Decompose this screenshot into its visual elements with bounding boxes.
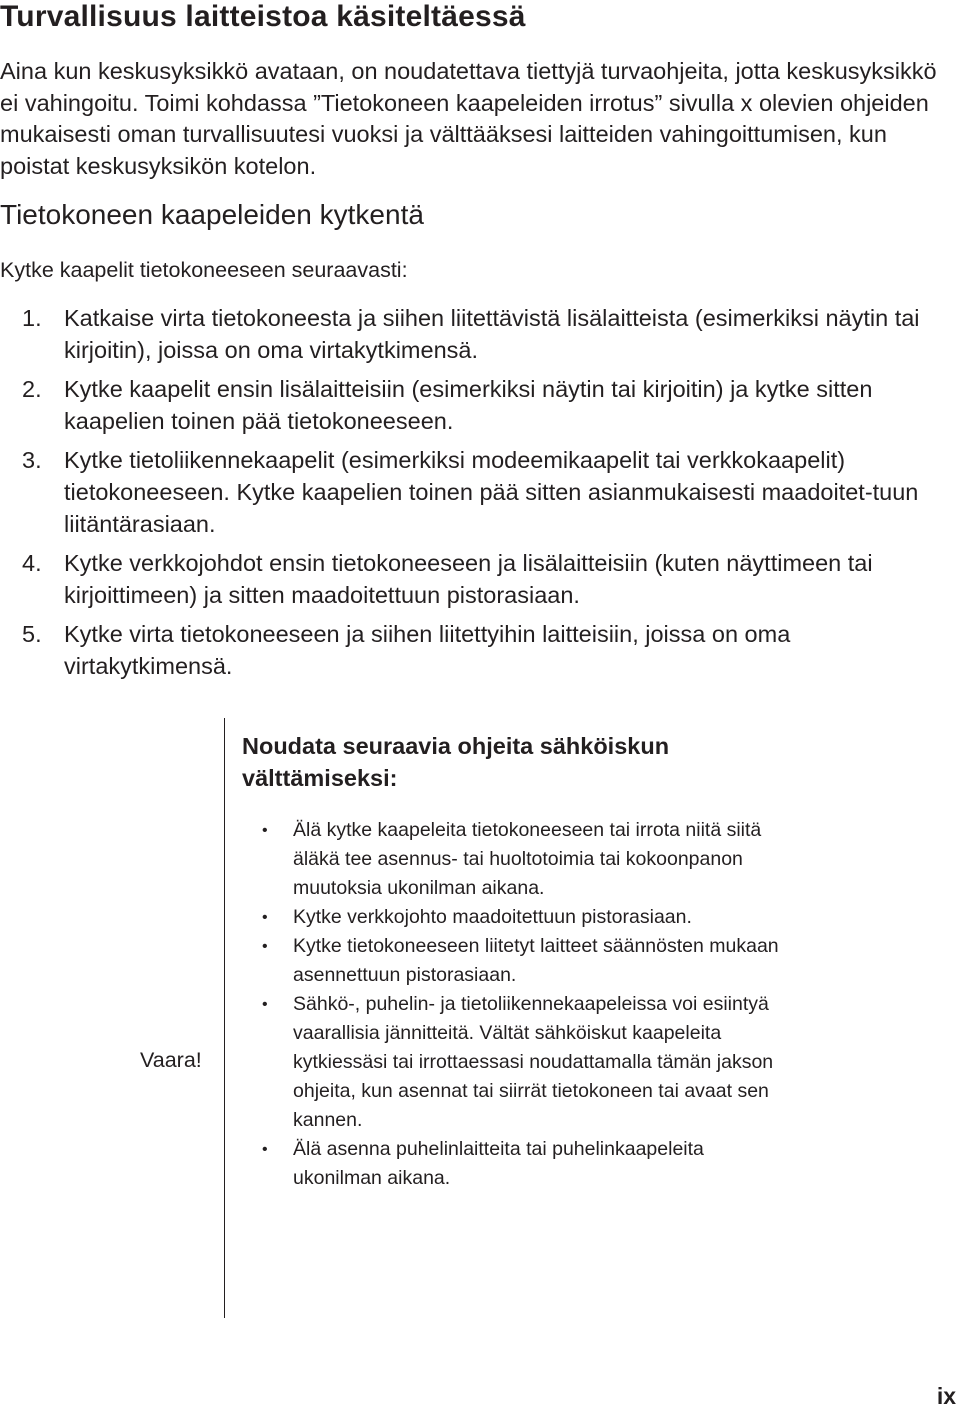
warning-item-text: Sähkö-, puhelin- ja tietoliikennekaapeleissa voi esiintyä vaarallisia jännitteitä. Vältät sähköiskut kaapeleita kytkiessäsi tai irrottaessasi noudattamalla tämän jakson ohjeita, kun asennat tai siirrät tietokoneen tai avaat sen kannen. xyxy=(293,993,774,1131)
step-item xyxy=(0,547,958,611)
warning-item xyxy=(262,932,782,990)
page-title: Turvallisuus laitteistoa käsiteltäessä xyxy=(0,0,526,33)
section-title: Tietokoneen kaapeleiden kytkentä xyxy=(0,199,424,230)
step-text: Katkaise virta tietokoneesta ja siihen liitettävistä lisälaitteista (esimerkiksi näytin tai kirjoitin), joissa on oma virtakytkimensä. xyxy=(64,305,920,363)
step-text: Kytke tietoliikennekaapelit (esimerkiksi modeemikaapelit tai verkkokaapelit) tietokoneeseen. Kytke kaapelien toinen pää sitten asianmukaisesti maadoitet-tuun liitäntärasiaan. xyxy=(64,447,919,537)
bullet-icon: • xyxy=(262,909,268,926)
step-item xyxy=(0,302,958,366)
intro-paragraph: Aina kun keskusyksikkö avataan, on noudatettava tiettyjä turvaohjeita, jotta keskusyksikkö ei vahingoitu. Toimi kohdassa ”Tietokoneen kaapeleiden irrotus” sivulla x olevien ohjeiden mukaisesti oman turvallisuutesi vuoksi ja välttääksesi laitteiden vahingoittumisen, kun poistat keskusyksikön kotelon. xyxy=(0,58,937,179)
step-item xyxy=(0,618,958,682)
step-item xyxy=(0,373,958,437)
warning-item xyxy=(262,990,782,1135)
step-number: 3. xyxy=(22,447,42,473)
warning-item xyxy=(262,903,782,932)
bullet-icon: • xyxy=(262,822,268,839)
step-number: 2. xyxy=(22,376,42,402)
warning-divider xyxy=(224,718,225,1318)
step-item xyxy=(0,444,958,540)
warning-item-text: Kytke verkkojohto maadoitettuun pistorasiaan. xyxy=(293,906,692,928)
warning-title: Noudata seuraavia ohjeita sähköiskun välttämiseksi: xyxy=(242,733,670,791)
warning-item xyxy=(262,816,782,903)
step-number: 4. xyxy=(22,550,42,576)
warning-item-text: Älä asenna puhelinlaitteita tai puhelinkaapeleita ukonilman aikana. xyxy=(293,1138,704,1189)
bullet-icon: • xyxy=(262,1141,268,1158)
page-number: ix xyxy=(936,1383,956,1409)
step-text: Kytke virta tietokoneeseen ja siihen liitettyihin laitteisiin, joissa on oma virtakytkimensä. xyxy=(64,621,791,679)
step-number: 5. xyxy=(22,621,42,647)
step-number: 1. xyxy=(22,305,42,331)
step-text: Kytke verkkojohdot ensin tietokoneeseen ja lisälaitteisiin (kuten näyttimeen tai kirjoittimeen) ja sitten maadoitettuun pistorasiaan. xyxy=(64,550,873,608)
warning-item xyxy=(262,1135,782,1193)
warning-item-text: Älä kytke kaapeleita tietokoneeseen tai irrota niitä siitä äläkä tee asennus- tai huoltotoimia tai kokoonpanon muutoksia ukonilman aikana. xyxy=(293,819,762,899)
bullet-icon: • xyxy=(262,996,268,1013)
warning-item-text: Kytke tietokoneeseen liitetyt laitteet säännösten mukaan asennettuun pistorasiaan. xyxy=(293,935,779,986)
bullet-icon: • xyxy=(262,938,268,955)
warning-label: Vaara! xyxy=(140,1048,202,1072)
step-text: Kytke kaapelit ensin lisälaitteisiin (esimerkiksi näytin tai kirjoitin) ja kytke sitten kaapelien toinen pää tietokoneeseen. xyxy=(64,376,873,434)
steps-list xyxy=(0,302,958,689)
section-lead: Kytke kaapelit tietokoneeseen seuraavasti: xyxy=(0,258,408,282)
warning-list xyxy=(262,816,782,1193)
